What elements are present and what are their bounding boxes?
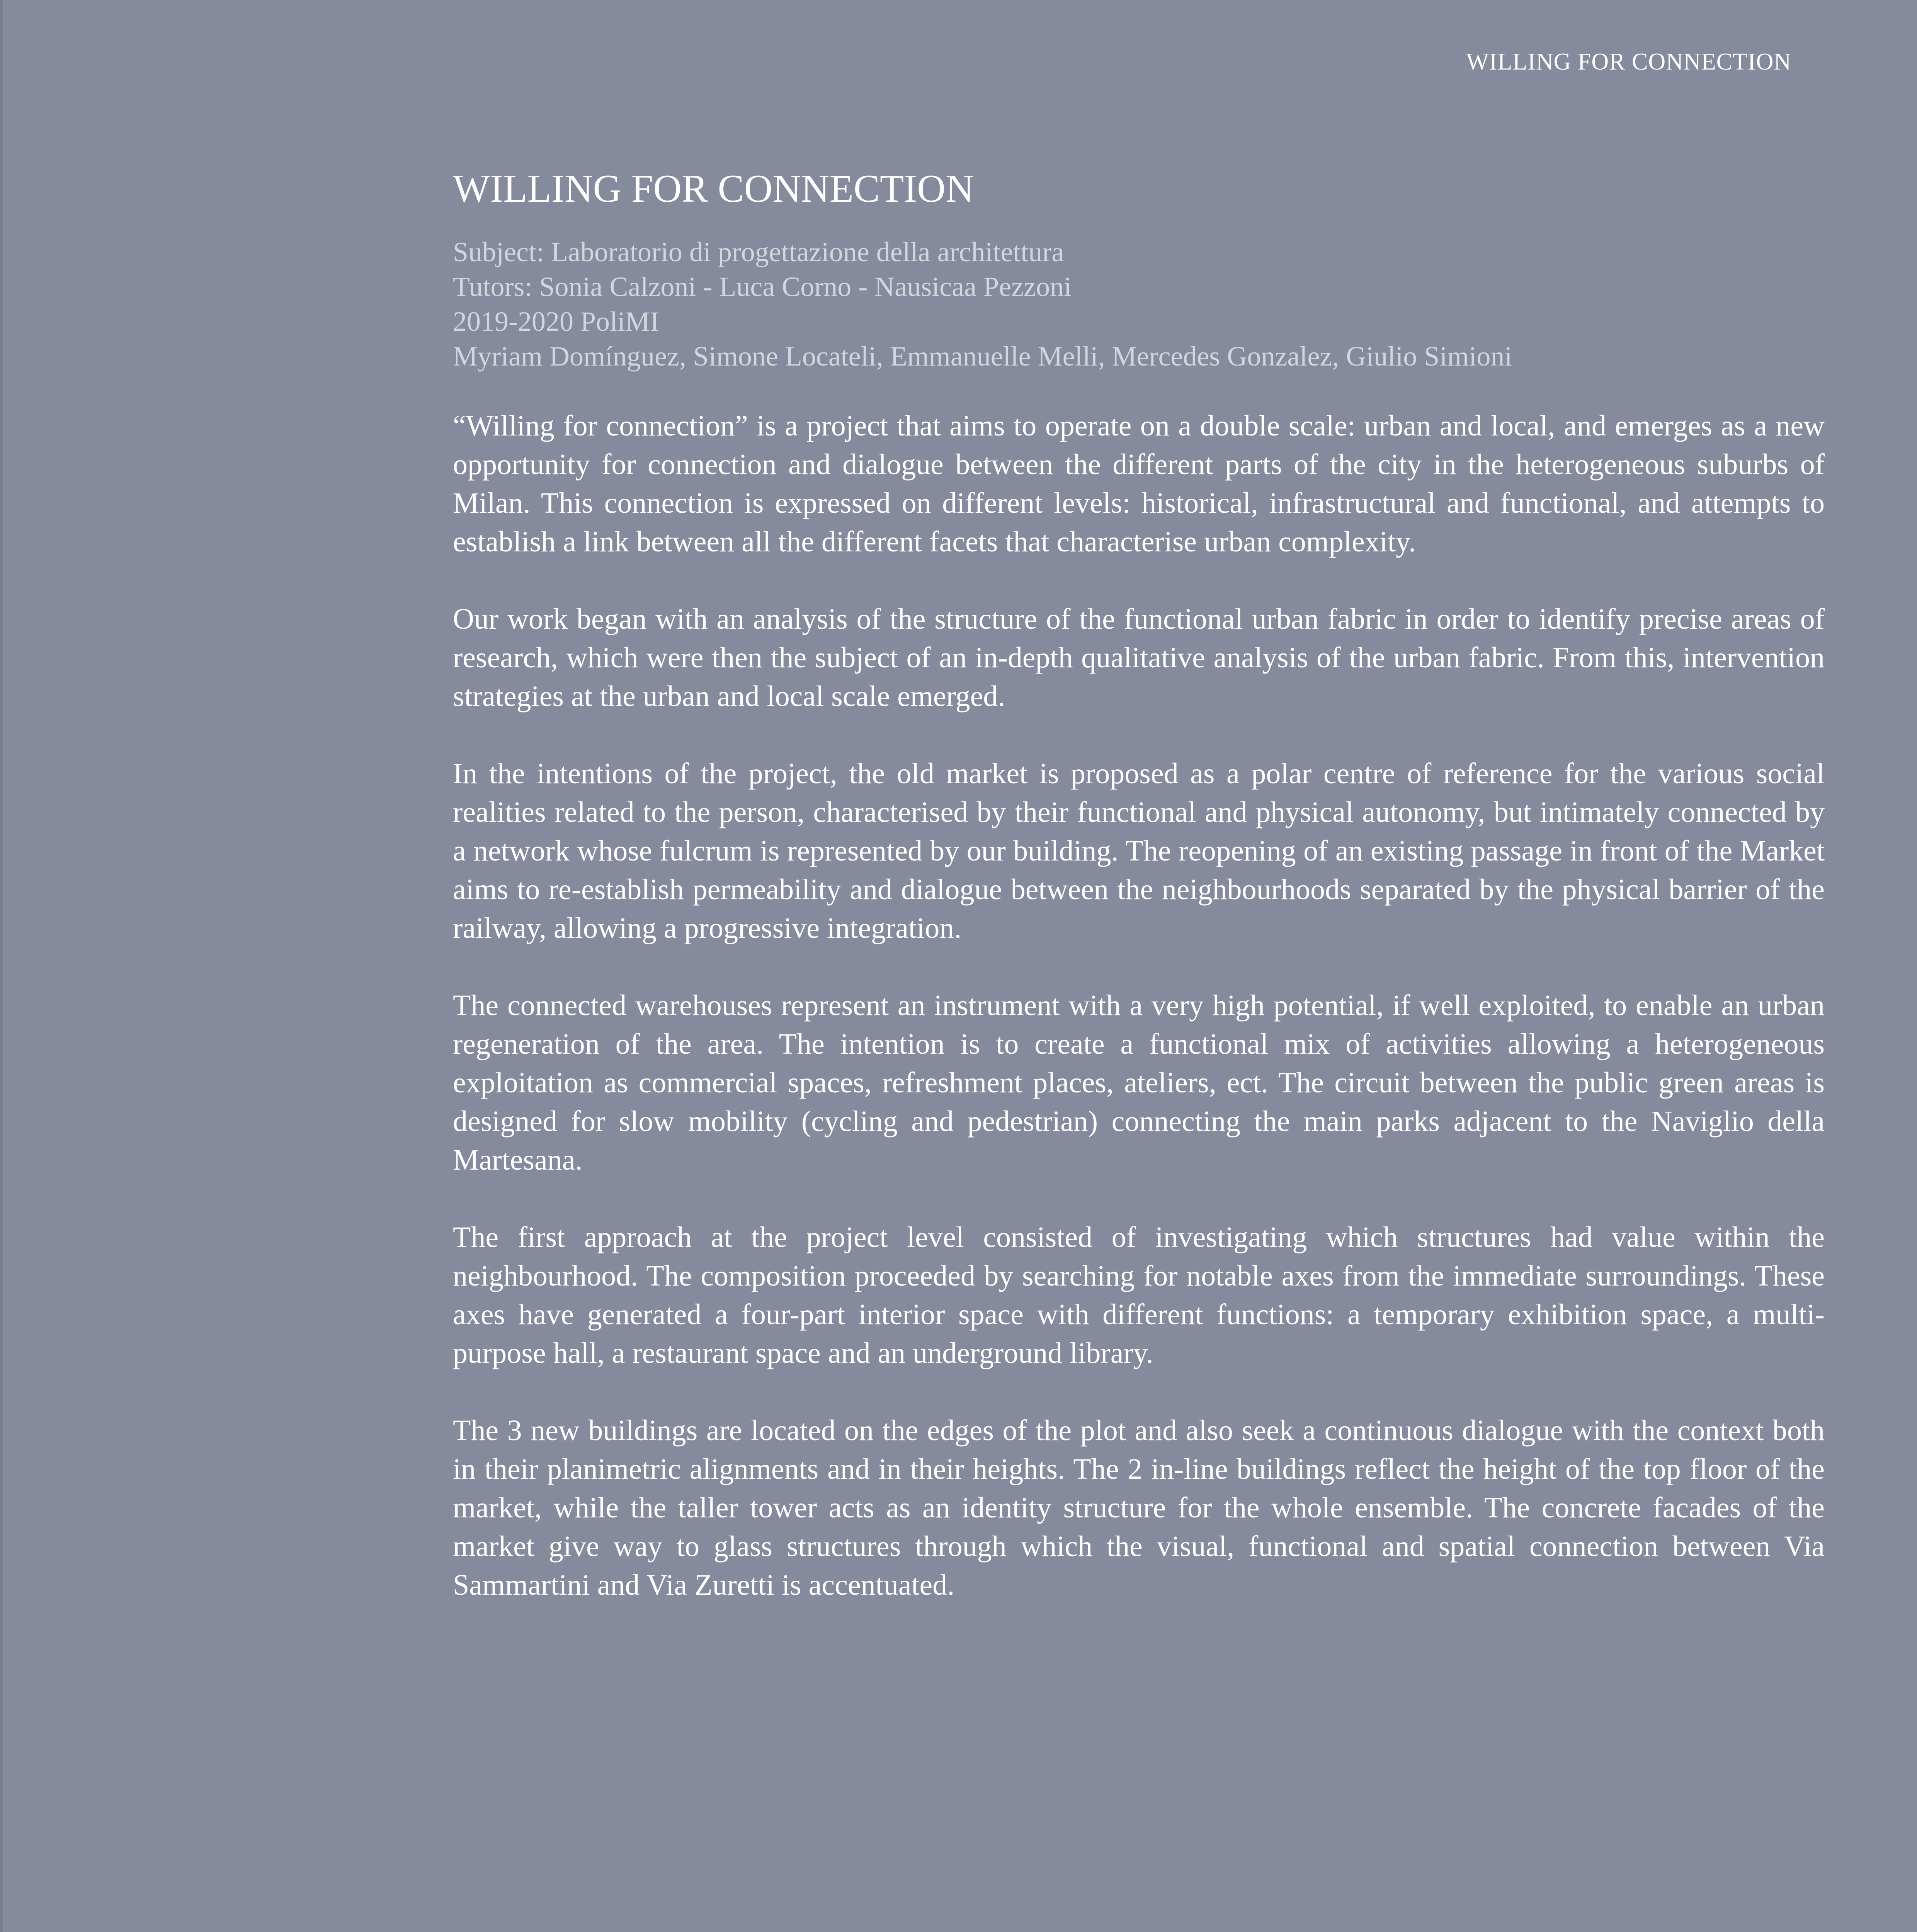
paragraph-buildings: The 3 new buildings are located on the edges of the plot and also seek a continuous dialogue with the context both in their planimetric alignments and in their heights. The 2 in-line buildings reflect the height of the top floor of the market, while the taller tower acts as an identity structure for the whole ensemble. The concrete facades of the market give way to glass structures through which the visual, functional and spatial connection between Via Sammartini and Via Zuretti is accentuated. <box>453 1414 1825 1602</box>
meta-year: 2019-2020 PoliMI <box>453 306 660 337</box>
running-header: WILLING FOR CONNECTION <box>1466 49 1791 75</box>
meta-subject: Subject: Laboratorio di progettazione della architettura <box>453 236 1064 268</box>
paragraph-market: In the intentions of the project, the old market is proposed as a polar centre of reference for the various social realities related to the person, characterised by their functional and physical autonomy, but intimately connected by a network whose fulcrum is represented by our building. The reopening of an existing passage in front of the Market aims to re-establish permeability and dialogue between the neighbourhoods separated by the physical barrier of the railway, allowing a progressive integration. <box>453 757 1825 945</box>
paragraph-approach: The first approach at the project level consisted of investigating which structures had value within the neighbourhood. The composition proceeded by searching for notable axes from the immediate surroundings. These axes have generated a four-part interior space with different functions: a temporary exhibition space, a multi-purpose hall, a restaurant space and an underground library. <box>453 1221 1825 1370</box>
project-meta <box>453 235 1825 374</box>
paragraph-intro: “Willing for connection” is a project that aims to operate on a double scale: urban and local, and emerges as a new opportunity for connection and dialogue between the different parts of the city in the heterogeneous suburbs of Milan. This connection is expressed on different levels: historical, infrastructural and functional, and attempts to establish a link between all the different facets that characterise urban complexity. <box>453 410 1825 558</box>
meta-authors: Myriam Domínguez, Simone Locateli, Emmanuelle Melli, Mercedes Gonzalez, Giulio Simioni <box>453 341 1512 372</box>
page-title: WILLING FOR CONNECTION <box>453 167 974 211</box>
paragraph-warehouses: The connected warehouses represent an instrument with a very high potential, if well exploited, to enable an urban regeneration of the area. The intention is to create a functional mix of activities allowing a heterogeneous exploitation as commercial spaces, refreshment places, ateliers, ect. The circuit between the public green areas is designed for slow mobility (cycling and pedestrian) connecting the main parks adjacent to the Naviglio della Martesana. <box>453 989 1825 1177</box>
article-body <box>453 166 1825 1643</box>
meta-tutors: Tutors: Sonia Calzoni - Luca Corno - Nausicaa Pezzoni <box>453 271 1072 303</box>
page-edge <box>0 0 3 1932</box>
paragraph-analysis: Our work began with an analysis of the structure of the functional urban fabric in order to identify precise areas of research, which were then the subject of an in-depth qualitative analysis of the urban fabric. From this, intervention strategies at the urban and local scale emerged. <box>453 603 1825 713</box>
